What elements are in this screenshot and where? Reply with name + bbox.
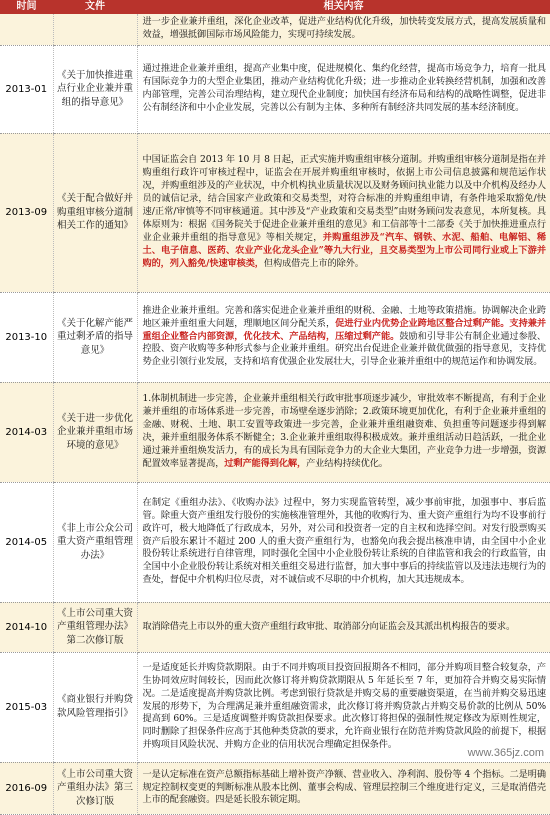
row-time: 2016-09 xyxy=(0,762,53,814)
row-document: 《关于加快推进重点行业企业兼并重组的指导意见》 xyxy=(53,45,137,133)
content-text: 在制定《重组办法》、《收购办法》过程中，努力实现监管转型，减少事前审批，加强事中、事后监管。除重大资产重组发行股份的实施核准管理外，其他的收购行为、重大资产重组行为均不设事前行政许可，极大地降低了行政成本，另外，对公司和投资者一定的自主权和选择空间。对发行股票购买资产后股东累计不超过 200 人的重大资产重组行为，也豁免向我会提出核准申请，由全国中小企业股份转让系统进行自律管理，同时强化全国中小企业股份转让系统的自律监管和我会的行政监管，由全国中小企业股份转让系统对相关重组交易进行监督，加大事中事后的持续监管以及违法违规行为的查处，督促中介机构归位尽责，对不诚信或不尽职的中介机构，加大其违规成本。 xyxy=(142,496,546,586)
row-content xyxy=(137,292,550,382)
row-time: 2013-09 xyxy=(0,133,53,292)
row-document xyxy=(53,14,137,45)
table-row xyxy=(0,14,550,45)
row-content xyxy=(137,45,550,133)
row-time: 2014-03 xyxy=(0,382,53,482)
row-time xyxy=(0,14,53,45)
row-content xyxy=(137,652,550,762)
row-content xyxy=(137,133,550,292)
row-time: 2013-01 xyxy=(0,45,53,133)
row-document: 《商业银行并购贷款风险管理指引》 xyxy=(53,652,137,762)
content-text: 取消除借壳上市以外的重大资产重组行政审批、取消部分向证监会及其派出机构报告的要求。 xyxy=(142,620,516,632)
content-text: 鼓励和引导非公有制企业通过参股、控股、资产收购等多种形式参与企业兼并重组。研究出台促进企业兼并做优做强的指导意见，支持优势企业引领行业发展，支持和培育优强企业发展壮大，引导企业兼并重组中的规范运作和协调发展。 xyxy=(142,330,546,368)
row-content xyxy=(137,382,550,482)
table-row xyxy=(0,482,550,602)
highlighted-text: 过剩产能得到化解， xyxy=(224,457,307,469)
highlighted-text: 并购重组涉及“汽车、钢铁、水泥、船舶、电解铝、稀土、电子信息、医药、农业产业化龙头企业”等九大行业，且交易类型为上市公司同行业或上下游并购的，列入豁免/快速审核类， xyxy=(142,231,546,269)
content-text: 一是认定标准在资产总额指标基础上增补资产净额、营业收入、净利润、股份等 4 个指标。二是明确规定控制权变更的判断标准从股本比例、董事会构成、管理层控制三个维度进行定义，三是取消借壳上市的配套融资。四是延长股东锁定期。 xyxy=(142,768,546,806)
row-time: 2014-10 xyxy=(0,602,53,652)
content-text: 推进企业兼并重组。完善和落实促进企业兼并重组的财税、金融、土地等政策措施。协调解决企业跨地区兼并重组重大问题，理顺地区间分配关系， xyxy=(142,304,546,329)
header-time: 时间 xyxy=(0,0,53,14)
watermark: www.365jz.com xyxy=(467,747,544,759)
row-document: 《关于进一步优化企业兼并重组市场环境的意见》 xyxy=(53,382,137,482)
header-content: 相关内容 xyxy=(137,0,550,14)
row-content xyxy=(137,14,550,45)
table-row xyxy=(0,652,550,762)
row-content xyxy=(137,602,550,652)
table-row xyxy=(0,602,550,652)
table-row xyxy=(0,762,550,814)
content-text: 通过推进企业兼并重组，提高产业集中度，促进规模化、集约化经营，提高市场竞争力，培育一批具有国际竞争力的大型企业集团，推动产业结构优化升级；进一步推动企业转换经营机制，加强和改善内部管理，完善公司治理结构，建立现代企业制度；加快国有经济布局和结构的战略性调整，促进非公有制经济和中小企业发展，完善以公有制为主体、多种所有制经济共同发展的基本经济制度。 xyxy=(142,63,546,113)
row-document: 《上市公司重大资产重组办法》第三次修订版 xyxy=(53,762,137,814)
table-body xyxy=(0,14,550,814)
row-time: 2015-03 xyxy=(0,652,53,762)
row-time: 2013-10 xyxy=(0,292,53,382)
header-doc: 文件 xyxy=(53,0,137,14)
row-document: 《非上市公众公司重大资产重组管理办法》 xyxy=(53,482,137,602)
row-document: 《关于化解产能严重过剩矛盾的指导意见》 xyxy=(53,292,137,382)
table-header xyxy=(0,0,550,14)
content-text: 1.体制机制进一步完善，企业兼并重组相关行政审批事项逐步减少，审批效率不断提高，有利于企业兼并重组的市场体系进一步完善，市场壁垒逐步消除；2.政策环境更加优化，有利于企业兼并重组的金融、财税、土地、职工安置等政策进一步完善，企业兼并重组融资难、负担重等问题逐步得到解决，兼并重组服务体系不断健全；3.企业兼并重组取得积极成效。兼并重组活动日趋活跃，一批企业通过兼并重组焕发活力，有的成长为具有国际竞争力的大企业大集团，产业竞争力进一步增强，资源配置效率显著提高， xyxy=(142,393,546,469)
table-row xyxy=(0,292,550,382)
row-content xyxy=(137,482,550,602)
table-row xyxy=(0,45,550,133)
table-row xyxy=(0,133,550,292)
row-time: 2014-05 xyxy=(0,482,53,602)
content-text: 一是适度延长并购贷款期限。由于不同并购项目投资回报期各不相同，部分并购项目整合较复杂，产生协同效应时间较长，因而此次修订将并购贷款期限从 5 年延长至 7 年，更加符合并购交易实际情况。二是适度提高并购贷款比例。考虑到银行贷款是并购交易的重要融资渠道，在当前并购交易迅速发展的形势下，为合理满足兼并重组融资需求，此次修订将并购贷款占并购交易价款的比例从 50%提高到 60%。三是适度调整并购贷款担保要求。此次修订将担保的强制性规定修改为原则性规定，同时删除了担保条件应高于其他种类贷款的要求，允许商业银行在防范并购贷款风险的前提下，根据并购项目风险状况、并购方企业的信用状况合理确定担保条件。 xyxy=(142,661,546,751)
row-document: 《上市公司重大资产重组管理办法》第二次修订版 xyxy=(53,602,137,652)
content-text: 中国证监会自 2013 年 10 月 8 日起，正式实施并购重组审核分道制。并购重组审核分道制是指在并购重组行政许可审核过程中，证监会在开展并购重组审核时，依据上市公司信息披露和规范运作状况，并购重组涉及的产业状况，中介机构执业质量状况以及财务顾问执业能力以及中介机构及经办人员的诚信记录，结合国家产业政策和交易类型，对符合标准的并购重组申请，有条件地采取豁免/快速/正常/审慎等不同审核通道。其中涉及“产业政策和交易类型”由财务顾问发表意见，本所复核。具体原则为：根据《国务院关于促进企业兼并重组的意见》和工信部等十二部委《关于加快推进重点行业企业兼并重组的指导意见》等相关规定， xyxy=(142,154,546,243)
row-content xyxy=(137,762,550,814)
content-text: 但构成借壳上市的除外。 xyxy=(263,257,364,269)
row-document: 《关于配合做好并购重组审核分道制相关工作的通知》 xyxy=(53,133,137,292)
content-text: 产业结构持续优化。 xyxy=(306,457,388,469)
content-text: 进一步企业兼并重组，深化企业改革，促进产业结构优化升级，加快转变发展方式，提高发展质量和效益，增强抵御国际市场风险能力，实现可持续发展。 xyxy=(142,16,546,41)
table-row xyxy=(0,382,550,482)
highlighted-text: 促进行业内优势企业跨地区整合过剩产能。支持兼并重组企业整合内部资源，优化技术、产品结构，压缩过剩产能。 xyxy=(142,317,546,342)
